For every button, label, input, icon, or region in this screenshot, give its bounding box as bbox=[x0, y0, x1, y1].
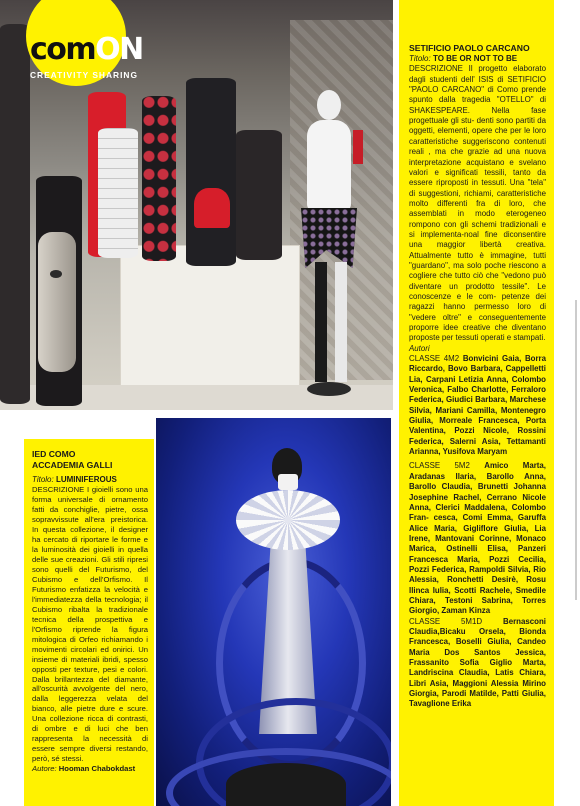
fabric-cylinder-striped bbox=[98, 128, 138, 258]
logo-tagline: CREATIVITY SHARING bbox=[30, 70, 138, 80]
class-label: CLASSE 4M2 bbox=[409, 354, 460, 364]
authors-label: Autori bbox=[409, 343, 430, 353]
subtitle-value: LUMINIFEROUS bbox=[55, 475, 117, 484]
page-edge-line bbox=[575, 300, 577, 600]
white-mask bbox=[278, 474, 298, 490]
class-label: CLASSE 5M1D bbox=[409, 616, 483, 626]
article-column-ied bbox=[24, 439, 154, 806]
subtitle-value: TO BE OR NOT TO BE bbox=[432, 54, 518, 63]
comon-logo bbox=[24, 14, 150, 84]
subtitle-label: Titolo: bbox=[32, 475, 54, 484]
class-block-5m2 bbox=[409, 461, 546, 616]
article-title-line2: ACCADEMIA GALLI bbox=[32, 460, 113, 470]
mannequin bbox=[297, 90, 361, 400]
article-description: DESCRIZIONE Il progetto elaborato dagli studenti dell' ISIS di SETIFICIO "PAOLO CARCANO" di Como prende spunto dalla tragedia "OTELLO" di SHAKESPEARE. Nella fase progettuale gli stu- denti sono partiti da oggetti, elementi, opere che per le loro caratteristiche suggeriscono contenuti reali , ma che grazie ad una nuova interpretazione acquistano e svelano valori e significati tessili, tanto da essere riproposti in tessuti. Una "tela" di suggestioni, richiami, caratteristiche molto differenti fra di loro, che assemblati in modo eterogeneo rompono con gli schemi tradizionali e si implementa-noal fine diconsentire una maggior libertà creativa. Attualmente tutto è immagine, tutti "guardano", ma solo poche riescono a cogliere che tutto ciò che "vedono può diventare un prodotto tessile". Le conoscenze e le com- petenze dei ragazzi hanno permesso loro di "vedere oltre" e conseguentemente proporre idee creative che diventano proposte per tessuti operati e stampati. bbox=[409, 64, 546, 343]
logo-word-on: ON bbox=[95, 32, 143, 67]
display-plinth bbox=[120, 245, 300, 395]
fabric-cylinder-floral bbox=[142, 96, 176, 261]
exhibition-photo-luminiferous bbox=[156, 418, 391, 806]
printed-face-fabric bbox=[38, 232, 76, 372]
class-label: CLASSE 5M2 bbox=[409, 461, 470, 471]
subtitle-label: Titolo: bbox=[409, 54, 431, 63]
article-description: DESCRIZIONE I gioielli sono una forma universale di ornamento fatti da conchiglie, pietre, ossa sopravvissute all'era preistorica. In questa collezione, il designer ha cercato di riportare le forme e la luminosità dei gioielli in quella delle sue creazioni. Gli stili ripresi sono quelli del Futurismo, del Cubismo e dell'Orfismo. Il Futurismo enfatizza la velocità e l'immediatezza della tecnologia; il Cubismo ribalta la tradizionale tecnica della prospettiva e l'Orfismo riprende la figura mitologica di Orfeo richiamando i movimenti circolari ed onirici. Un insieme di materiali ibridi, spesso opposti per texture, pesi e colori. Dalla brillantezza del diamante, all'oscurità avvolgente del nero, dalla leggerezza velata del bianco, alle pietre dure e scure. Una collezione ricca di contrasti, di ombre e di luci che ben rappresenta la necessità di essere sempre diversi restando, però, sé stessi. bbox=[32, 485, 148, 764]
article-author bbox=[32, 764, 148, 774]
author-label: Autore: bbox=[32, 764, 57, 774]
article-title-line1: IED COMO bbox=[32, 449, 76, 459]
class-names: Bonvicini Gaia, Borra Riccardo, Bovo Barbara, Cappelletti Lia, Carpani Letizia Anna, Colombo Veronica, Falbo Charlotte, Ferraloro Federica, Giudici Barbara, Marchese Silvia, Mariani Camilla, Montenegro Giulia, Morreale Francesca, Porta Valentina, Pozzi Nicole, Rossini Federica, Salerni Asia, Tettamanti Arianna, Yusifova Maryam bbox=[409, 354, 547, 457]
white-ruff-collar bbox=[236, 490, 340, 550]
article-subtitle bbox=[409, 54, 546, 64]
fabric-cylinder-dark bbox=[236, 130, 282, 260]
author-name: Hooman Chabokdast bbox=[58, 764, 136, 774]
article-subtitle bbox=[32, 475, 148, 485]
article-column-carcano bbox=[399, 0, 554, 806]
article-title: SETIFICIO PAOLO CARCANO bbox=[409, 43, 530, 53]
class-block-5m1d bbox=[409, 617, 546, 710]
fabric-cylinder-black bbox=[186, 78, 236, 266]
class-names: Bernasconi Claudia,Bicaku Orsela, Bionda Francesca, Boselli Giulia, Candeo Maria Dos Santos Jessica, Frassanito Sofia Giglio Marta, Landriscina Claudia, Latis Chiara, Libri Asia, Maggioni Alessia Mirino Giorgia, Parodi Matilde, Patti Giulia, Tavaglione Erika bbox=[409, 616, 546, 709]
class-block-4m2 bbox=[409, 354, 546, 457]
logo-wordmark bbox=[30, 32, 143, 67]
class-names: Amico Marta, Aradanas Ilaria, Barollo Anna, Barollo Claudia, Brunetti Johanna Josephine Rachel, Cerrano Nicole Anna, Clerici Maddalena, Colombo Fran- cesca, Comi Emma, Garuffa Alice Maria, Gigliflore Giulia, Lia Irene, Mantovani Corinne, Monaco Marica, Ostinelli Elisa, Panzeri Francesca Maria, Pozzi Cecilia, Pozzi Federica, Rampoldi Silvia, Rio Alessia, Ronchetti Desirè, Rosu Ilinca Iulia, Scotti Rachele, Smedile Chiara, Testoni Sabrina, Torres Giorgio, Zaman Kinza bbox=[409, 461, 546, 616]
logo-word-com: com bbox=[30, 32, 96, 67]
